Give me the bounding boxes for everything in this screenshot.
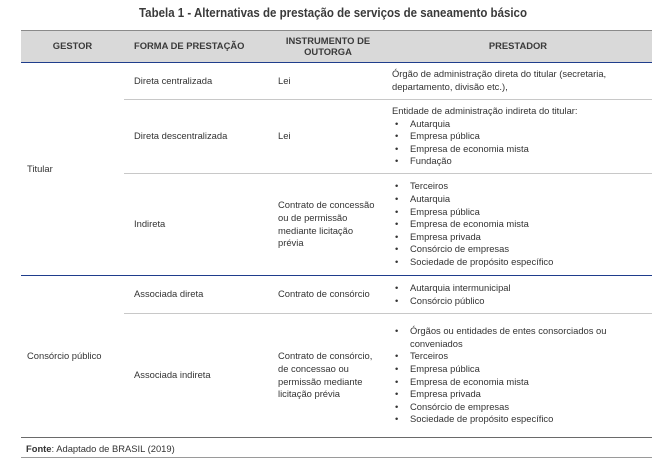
instrumento-cell: Lei (272, 63, 384, 100)
list-item: • Consórcio de empresas (392, 401, 648, 414)
forma-cell: Direta centralizada (124, 63, 272, 100)
source-text: : Adaptado de BRASIL (2019) (51, 443, 175, 454)
prestador-cell (384, 314, 652, 438)
gestor-cell: Titular (21, 63, 124, 276)
list-item: • Consórcio público (392, 295, 648, 308)
list-item: • Órgãos ou entidades de entes consorciados ou conveniados (392, 325, 648, 350)
list-item: • Empresa privada (392, 231, 648, 244)
list-item: • Empresa de economia mista (392, 218, 648, 231)
prestador-cell (384, 174, 652, 276)
prestador-text: Entidade de administração indireta do titular: (392, 105, 578, 117)
list-item: • Sociedade de propósito específico (392, 413, 648, 426)
header-forma: FORMA DE PRESTAÇÃO (124, 31, 272, 63)
header-instrumento: INSTRUMENTO DE OUTORGA (272, 31, 384, 63)
forma-cell: Indireta (124, 174, 272, 276)
prestador-list (392, 118, 648, 168)
table-title: Tabela 1 - Alternativas de prestação de serviços de saneamento básico (139, 6, 527, 20)
instrumento-cell: Lei (272, 100, 384, 174)
instrumento-cell: Contrato de consórcio (272, 276, 384, 314)
table-row (21, 63, 652, 100)
list-item: • Fundação (392, 155, 648, 168)
list-item: • Autarquia (392, 193, 648, 206)
list-item: • Terceiros (392, 180, 648, 193)
header-row (21, 31, 652, 63)
instrumento-cell: Contrato de concessão ou de permissão mediante licitação prévia (272, 174, 384, 276)
forma-cell: Associada direta (124, 276, 272, 314)
source-label: Fonte (26, 443, 52, 454)
list-item: • Empresa pública (392, 206, 648, 219)
prestador-list (392, 325, 648, 426)
list-item: • Autarquia (392, 118, 648, 131)
gestor-cell: Consórcio público (21, 276, 124, 438)
header-prestador: PRESTADOR (384, 31, 652, 63)
list-item: • Empresa pública (392, 363, 648, 376)
prestador-text: Órgão de administração direta do titular (secretaria, departamento, divisão etc.), (392, 68, 607, 92)
list-item: • Empresa pública (392, 130, 648, 143)
instrumento-cell: Contrato de consórcio, de concessao ou permissão mediante licitação prévia (272, 314, 384, 438)
prestador-list (392, 180, 648, 268)
prestador-cell (384, 100, 652, 174)
prestador-cell (384, 276, 652, 314)
list-item: • Autarquia intermunicipal (392, 282, 648, 295)
table-row (21, 276, 652, 314)
header-gestor: GESTOR (21, 31, 124, 63)
list-item: • Empresa de economia mista (392, 376, 648, 389)
list-item: • Empresa privada (392, 388, 648, 401)
list-item: • Consórcio de empresas (392, 243, 648, 256)
forma-cell: Direta descentralizada (124, 100, 272, 174)
list-item: • Empresa de economia mista (392, 143, 648, 156)
list-item: • Sociedade de propósito específico (392, 256, 648, 269)
services-table (21, 30, 652, 438)
prestador-cell (384, 63, 652, 100)
bottom-divider (21, 457, 652, 458)
source-note (26, 443, 175, 454)
prestador-list (392, 282, 648, 307)
list-item: • Terceiros (392, 350, 648, 363)
forma-cell: Associada indireta (124, 314, 272, 438)
